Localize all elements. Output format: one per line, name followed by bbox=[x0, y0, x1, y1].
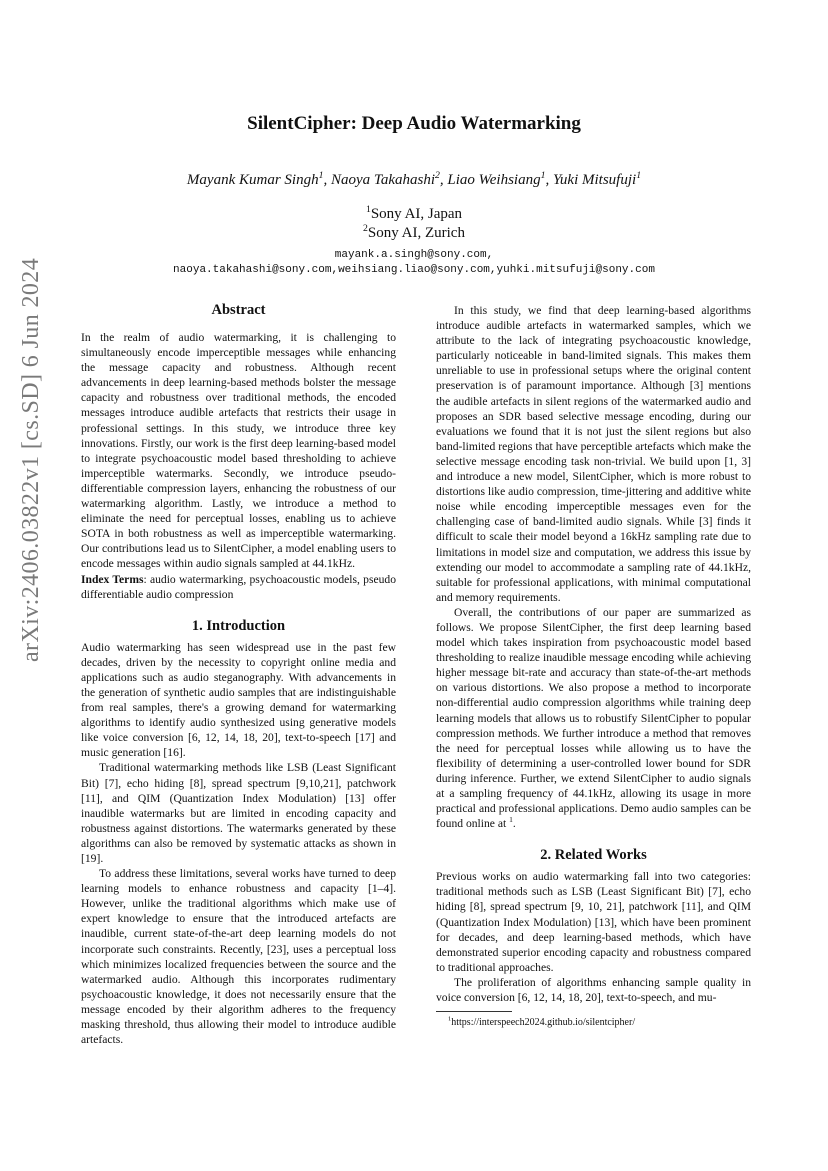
intro-paragraph: To address these limitations, several works have turned to deep learning models to enhance robustness and capacity [1–4]. However, unlike the traditional algorithms which make use of expert knowledge to ensure that the introduced artefacts are inaudible, current state-of-the-art deep learning models do not incorporate such constraints. Recently, [23], uses a perceptual loss which minimizes localized frequencies between the source and the watermarked audio. Although this incorporates rudimentary psychoacoustic knowledge, it does not necessarily ensure that the message encoded by their algorithm adheres to the frequency masking threshold, thus allowing their model to introduce audible artefacts. bbox=[81, 867, 396, 1047]
footnote-ref-mark: 1 bbox=[509, 815, 513, 825]
index-terms-label: Index Terms bbox=[81, 572, 144, 586]
paper-title: SilentCipher: Deep Audio Watermarking bbox=[247, 113, 581, 134]
affiliation-mark: 1 bbox=[318, 170, 324, 181]
related-paragraph: Previous works on audio watermarking fall into two categories: traditional methods such as LSB (Least Significant Bit) [7], echo hiding [8], spread spectrum [9, 10, 21], patchwork [11], and QIM (Quantization Index Modulation) [13], which have been prominent for decades, and deep learning-based methods, which have demonstrated superior encoding capacity and robustness compared to traditional approaches. bbox=[436, 870, 751, 974]
affiliation-mark: 1 bbox=[365, 204, 371, 215]
affiliation-mark: 1 bbox=[540, 170, 546, 181]
affiliation-mark: 2 bbox=[435, 170, 440, 181]
contributions-text: Overall, the contributions of our paper are summarized as follows. We propose SilentCipher, the first deep learning based model which takes inspiration from psychoacoustic model based thresholding to realize inaudible message encoding while achieving higher message bit-rate and accuracy than state-of-the-art methods on various distortions. We also propose a method to incorporate non-differential audio compression algorithms while training deep learning models that allows us to robustify SilentCipher to popular compression methods. We further introduce a method that removes the need for perceptual losses while allowing us to have the flexibility of determining a user-controlled lower bound for SDR during inference. Further, we extend SilentCipher to audio signals at a sampling frequency of 44.1kHz, allowing its usage in more practical and professional applications. Demo audio samples can be found online at bbox=[436, 605, 751, 831]
intro-paragraph: In this study, we find that deep learning-based algorithms introduce audible artefacts in watermarked samples, which we attribute to the lack of integrating psychoacoustic knowledge, particularly noticeable in band-limited signals. This makes them unreliable to use in professional setups where the original content preservation is of paramount importance. Although [3] mentions the audible artefacts in silent regions of the watermarked audio and proposes an SDR based selective message encoding, during our evaluations we found that it is not just the silent regions but also band-limited regions that have perceptible artefacts which make the selective message encoding task non-trivial. We build upon [1, 3] and introduce a new model, SilentCipher, which is more robust to distortions like audio compression, time-jittering and additive white noise while encoding imperceptible messages even for the challenging case of band-limited audio signals. While [3] finds it difficult to scale their model beyond a 16kHz sampling rate due to limitations in model size and computation, we address this issue by extending our model to accommodate a sampling rate of 44.1kHz, suitable for professional applications, with minimal computational and memory requirements. bbox=[436, 304, 751, 604]
intro-paragraph: Traditional watermarking methods like LSB (Least Significant Bit) [7], echo hiding [8], spread spectrum [9,10,21], patchwork [11], and QIM (Quantization Index Modulation) [13] offer inaudible watermarks but are limited in encoding capacity and robustness against distortions. The watermarks generated by these algorithms can also be removed by systematic attacks as shown in [19]. bbox=[81, 761, 396, 865]
affiliation-text: Sony AI, Zurich bbox=[367, 225, 465, 241]
affiliation-mark: 2 bbox=[363, 223, 368, 234]
author-list: Mayank Kumar Singh$^1$, Naoya Takahashi$^2$, Liao Weihsiang$^1$, Yuki Mitsufuji$^1$ bbox=[186, 170, 642, 188]
footnote-divider bbox=[436, 1011, 512, 1012]
contributions-paragraph: Overall, the contributions of our paper are summarized as follows. We propose SilentCipher, the first deep learning based model which takes inspiration from psychoacoustic model based thresholding to realize inaudible message encoding while achieving higher message bit-rate and accuracy than state-of-the-art methods on various distortions. We also propose a method to incorporate non-differential audio compression algorithms while training deep learning models that allows us to robustify SilentCipher to popular compression methods. We further introduce a method that removes the need for perceptual losses while allowing us to have the flexibility of determining a user-controlled lower bound for SDR during inference. Further, we extend SilentCipher to audio signals at a sampling frequency of 44.1kHz, allowing its usage in more practical and professional applications. Demo audio samples can be found online at $^1$. bbox=[436, 605, 751, 831]
email-line: mayank.a.singh@sony.com, bbox=[334, 249, 494, 261]
author-name: Yuki Mitsufuji bbox=[552, 172, 637, 188]
affiliation-line bbox=[0, 205, 828, 224]
introduction-heading: 1. Introduction bbox=[191, 617, 286, 634]
email-list bbox=[0, 248, 828, 278]
abstract-body: In the realm of audio watermarking, it is challenging to simultaneously encode imperceptible messages while enhancing the message capacity and robustness. Although recent advancements in deep learning-based methods bolster the message capacity and robustness over traditional methods, the encoded messages introduce audible artefacts that restricts their usage in professional settings. In this study, we introduce three key innovations. Firstly, our work is the first deep learning-based model to integrate psychoacoustic model based thresholding to achieve imperceptible watermarks. Secondly, we introduce pseudo-differentiable compression layers, enhancing the robustness of our watermarking algorithm. Lastly, we introduce a method to eliminate the need for perceptual losses, enabling us to achieve SOTA in both robustness as well as imperceptible watermarking. Our contributions lead us to SilentCipher, a model enabling users to encode messages within audio signals sampled at 44.1kHz. bbox=[81, 331, 396, 571]
related-paragraph: The proliferation of algorithms enhancing sample quality in voice conversion [6, 12, 14, 18, 20], text-to-speech, and mu- bbox=[436, 975, 751, 1005]
footnote-mark: 1 bbox=[448, 1015, 452, 1023]
affiliation-text: Sony AI, Japan bbox=[370, 206, 463, 222]
affiliation-mark: 1 bbox=[636, 170, 642, 181]
arxiv-identifier-stamp: arXiv:2406.03822v1 [cs.SD] 6 Jun 2024 bbox=[18, 257, 44, 663]
author-name: Naoya Takahashi bbox=[330, 172, 435, 188]
footnote bbox=[448, 1017, 635, 1028]
author-name: Mayank Kumar Singh bbox=[186, 172, 319, 188]
footnote-url[interactable]: https://interspeech2024.github.io/silentcipher/ bbox=[451, 1017, 636, 1028]
author-name: Liao Weihsiang bbox=[447, 172, 541, 188]
affiliation-line bbox=[0, 224, 828, 243]
left-column bbox=[81, 300, 396, 1047]
intro-paragraph: Audio watermarking has seen widespread use in the past few decades, driven by the necessity to copyright online media and applications such as audio steganography. With advancements in the generation of synthetic audio samples that are indistinguishable from real samples, there's a growing demand for watermarking algorithms to identify audio synthesized using generative models like voice conversion [6, 12, 14, 18, 20], text-to-speech [17] and music generation [16]. bbox=[81, 640, 396, 760]
email-line: naoya.takahashi@sony.com,weihsiang.liao@sony.com,yuhki.mitsufuji@sony.com bbox=[173, 264, 655, 276]
affiliation-list bbox=[0, 205, 828, 243]
abstract-heading: Abstract bbox=[211, 302, 266, 318]
index-terms-text: : audio watermarking, psychoacoustic models, pseudo differentiable audio compression bbox=[81, 572, 396, 601]
index-terms bbox=[81, 572, 396, 602]
right-column bbox=[436, 303, 751, 1005]
related-works-heading: 2. Related Works bbox=[540, 847, 647, 864]
